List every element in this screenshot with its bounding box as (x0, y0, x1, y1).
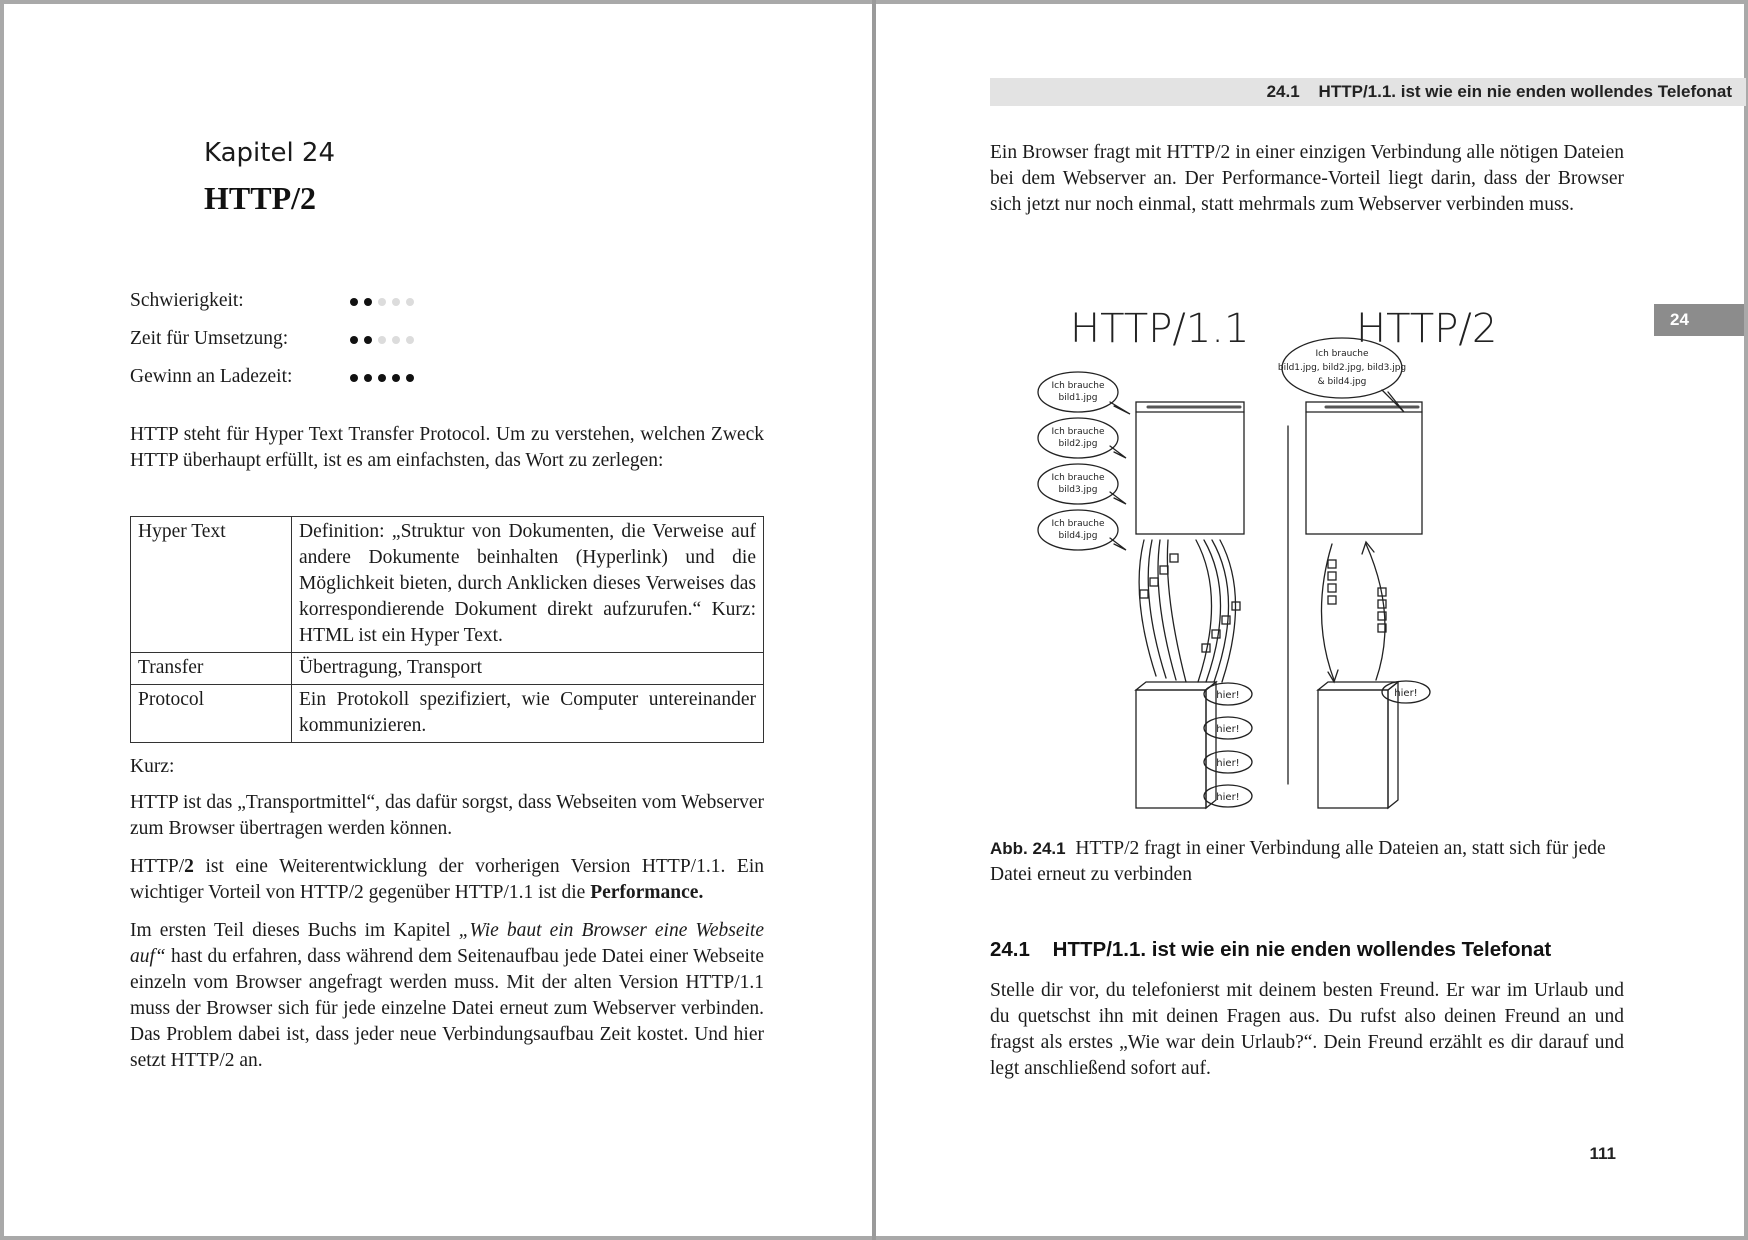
italic-text: „Wie baut ein Browser eine Webseite auf“ (130, 920, 765, 967)
browser-paragraph: Ein Browser fragt mit HTTP/2 in einer einzigen Verbindung alle nötigen Dateien bei dem Webserver an. Der Performance-Vorteil liegt darin, dass der Browser sich jetzt nur noch einmal, statt mehrmals zum Webserver verbinden muss. (990, 142, 1624, 215)
rating-dots (350, 336, 414, 344)
bubble-line: bild1.jpg (1058, 393, 1098, 403)
bold-text: 2 (184, 856, 194, 877)
bubble-line: Ich brauche (1051, 427, 1105, 437)
response-bubble (1204, 717, 1252, 739)
request-bubble (1038, 510, 1126, 550)
right-page (876, 4, 1744, 1236)
rating-dot-filled (350, 298, 358, 306)
rating-dot-empty (378, 298, 386, 306)
left-page (4, 4, 872, 1236)
table-row (131, 685, 764, 743)
bubble-line: bild2.jpg (1058, 439, 1098, 449)
section-heading: 24.1 HTTP/1.1. ist wie ein nie enden wollendes Telefonat (990, 938, 1552, 961)
caption-text: HTTP/2 fragt in einer Verbindung alle Dateien an, statt sich für jede Datei erneut zu verbinden (990, 838, 1606, 885)
rating-label: Zeit für Umsetzung: (130, 328, 289, 349)
rating-label: Schwierigkeit: (130, 290, 244, 311)
table-definition: Ein Protokoll spezifiziert, wie Computer untereinander kommunizieren. (292, 685, 764, 743)
browser-window-http11-icon (1136, 402, 1244, 534)
response-bubble (1204, 751, 1252, 773)
rating-dot-empty (406, 298, 414, 306)
connection-arrows-http2 (1321, 542, 1386, 682)
response-bubble (1382, 681, 1430, 703)
table-definition: Definition: „Struktur von Dokumenten, die Verweise auf andere Dokumente beinhalten (Hyperlink) und die Möglichkeit bieten, durch Anklicken dieses Verweises das korrespondierende Dokument direkt aufzurufen.“ Kurz: HTML ist ein Hyper Text. (292, 517, 764, 653)
request-bubble (1038, 372, 1130, 414)
kurz-label: Kurz: (130, 756, 175, 777)
figure-drawing (1026, 296, 1498, 824)
rating-dots (350, 374, 414, 382)
bubble-line: Ich brauche (1051, 519, 1105, 529)
rating-dot-filled (378, 374, 386, 382)
table-row (131, 517, 764, 653)
running-header-text: 24.1 HTTP/1.1. ist wie ein nie enden wollendes Telefonat (1266, 82, 1732, 101)
bubble-line: hier! (1216, 792, 1240, 803)
rating-row-time (130, 328, 450, 366)
rating-list (130, 290, 450, 404)
page-number: 111 (1589, 1144, 1616, 1163)
http2-paragraph (130, 854, 764, 906)
bubble-line: Ich brauche (1051, 473, 1105, 483)
telephone-paragraph: Stelle dir vor, du telefonierst mit deinem besten Freund. Er war im Urlaub und du quetschst ihn mit deinen Fragen aus. Du rufst also deinen Freund an und fragst als erstes „Wie war dein Urlaub?“. Dein Freund erzählt es dir darauf und legt anschließend sofort auf. (990, 980, 1624, 1079)
text-run: ist eine Weiterentwicklung der vorherigen Version HTTP/1.1. Ein wichtiger Vorteil von HTTP/2 gegenüber HTTP/1.1 ist die (130, 856, 764, 903)
running-header (990, 78, 1746, 106)
rating-dot-filled (364, 374, 372, 382)
figure-caption (990, 836, 1624, 888)
rating-dot-filled (392, 374, 400, 382)
webserver-http2-icon (1318, 682, 1398, 808)
text-run: HTTP/ (130, 856, 185, 877)
text-run: Im ersten Teil dieses Buchs im Kapitel (130, 920, 459, 941)
caption-label: Abb. 24.1 (990, 839, 1066, 858)
chapter-thumb-tab: 24 (1654, 304, 1744, 336)
chapter-title: HTTP/2 (204, 180, 317, 216)
http-comparison-figure (1026, 296, 1498, 824)
connection-arrows-http11 (1139, 540, 1240, 682)
webserver-http11-icon (1136, 682, 1216, 808)
rating-dots (350, 298, 414, 306)
intro-paragraph: HTTP steht für Hyper Text Transfer Protocol. Um zu verstehen, welchen Zweck HTTP überhaupt erfüllt, ist es am einfachsten, das Wort zu zerlegen: (130, 424, 764, 471)
rating-dot-empty (392, 336, 400, 344)
bubble-line: Ich brauche (1051, 381, 1105, 391)
bubble-line: hier! (1216, 758, 1240, 769)
request-bubble (1038, 464, 1126, 504)
request-bubble (1038, 418, 1126, 458)
bubble-line: hier! (1216, 724, 1240, 735)
bubble-line: & bild4.jpg (1317, 377, 1367, 387)
table-definition: Übertragung, Transport (292, 653, 764, 685)
rating-dot-empty (392, 298, 400, 306)
rating-dot-filled (406, 374, 414, 382)
bubble-line: bild3.jpg (1058, 485, 1098, 495)
bubble-line: bild1.jpg, bild2.jpg, bild3.jpg (1277, 363, 1407, 373)
browser-window-http2-icon (1306, 402, 1422, 534)
rating-dot-filled (350, 374, 358, 382)
bubble-line: bild4.jpg (1058, 531, 1098, 541)
definition-table (130, 516, 764, 743)
rating-label: Gewinn an Ladezeit: (130, 366, 293, 387)
text-run: hast du erfahren, dass während dem Seitenaufbau jede Datei einer Webseite einzeln vom Browser angefragt werden muss. Mit der alten Version HTTP/1.1 muss der Browser sich für jede einzelne Datei erneut zum Webserver verbinden. Das Problem dabei ist, dass jeder neue Verbindungsaufbau Zeit kostet. Und hier setzt HTTP/2 an. (130, 946, 764, 1071)
table-term: Protocol (131, 685, 292, 743)
rating-row-difficulty (130, 290, 450, 328)
figure-title-http11: HTTP/1.1 (1070, 306, 1250, 352)
first-part-paragraph (130, 918, 764, 1074)
rating-row-gain (130, 366, 450, 404)
rating-dot-empty (406, 336, 414, 344)
bubble-line: Ich brauche (1315, 349, 1369, 359)
response-bubble (1204, 683, 1252, 705)
table-term: Transfer (131, 653, 292, 685)
chapter-label: Kapitel 24 (204, 138, 336, 168)
table-term: Hyper Text (131, 517, 292, 653)
response-bubble (1204, 785, 1252, 807)
transport-paragraph: HTTP ist das „Transportmittel“, das dafür sorgst, dass Webseiten vom Webserver zum Browser übertragen werden können. (130, 792, 764, 839)
rating-dot-empty (378, 336, 386, 344)
figure-title-http2: HTTP/2 (1356, 306, 1498, 352)
bold-text: Performance. (590, 882, 704, 903)
rating-dot-filled (364, 298, 372, 306)
rating-dot-filled (350, 336, 358, 344)
bubble-line: hier! (1394, 688, 1418, 699)
table-row (131, 653, 764, 685)
rating-dot-filled (364, 336, 372, 344)
bubble-line: hier! (1216, 690, 1240, 701)
